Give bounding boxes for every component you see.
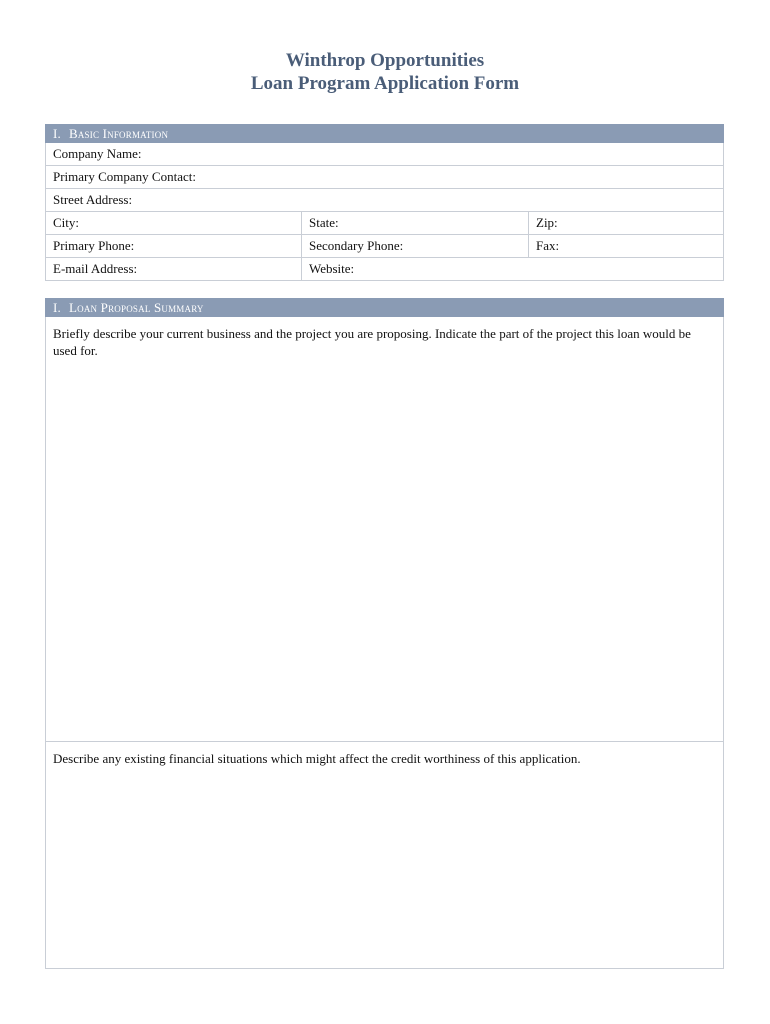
email-field[interactable] (46, 258, 301, 280)
primary-phone-field[interactable] (46, 235, 301, 257)
website-label: Website: (309, 261, 355, 276)
section-number: I. (53, 300, 61, 315)
primary-contact-label: Primary Company Contact: (53, 169, 196, 184)
city-state-zip-row (46, 212, 723, 235)
city-field[interactable] (46, 212, 301, 234)
section-header-basic-information (45, 124, 724, 143)
state-field[interactable] (301, 212, 528, 234)
website-field[interactable] (301, 258, 723, 280)
form-title-line1: Winthrop Opportunities (285, 50, 485, 71)
fax-label: Fax: (536, 238, 560, 253)
financial-situation-prompt: Describe any existing financial situations which might affect the credit worthiness of this application. (53, 751, 581, 766)
basic-information-grid (45, 143, 724, 281)
street-address-row (46, 189, 723, 212)
phone-fax-row (46, 235, 723, 258)
primary-contact-row (46, 166, 723, 189)
business-project-prompt: Briefly describe your current business and the project you are proposing. Indicate the part of the project this loan would be used for. (53, 326, 691, 358)
company-name-field[interactable] (46, 143, 723, 165)
business-project-description-area[interactable] (45, 317, 724, 742)
email-website-row (46, 258, 723, 281)
city-label: City: (53, 215, 80, 230)
primary-contact-field[interactable] (46, 166, 723, 188)
zip-label: Zip: (536, 215, 558, 230)
financial-situation-description-area[interactable] (45, 741, 724, 969)
company-name-row (46, 143, 723, 166)
secondary-phone-field[interactable] (301, 235, 528, 257)
street-address-label: Street Address: (53, 192, 133, 207)
email-label: E-mail Address: (53, 261, 138, 276)
zip-field[interactable] (528, 212, 723, 234)
company-name-label: Company Name: (53, 146, 142, 161)
secondary-phone-label: Secondary Phone: (309, 238, 404, 253)
section-header-loan-proposal-summary (45, 298, 724, 317)
section-number: I. (53, 126, 61, 141)
state-label: State: (309, 215, 339, 230)
section-title: Basic Information (68, 126, 169, 141)
primary-phone-label: Primary Phone: (53, 238, 135, 253)
section-title: Loan Proposal Summary (68, 300, 204, 315)
fax-field[interactable] (528, 235, 723, 257)
form-title-line2: Loan Program Application Form (250, 73, 520, 94)
street-address-field[interactable] (46, 189, 723, 211)
